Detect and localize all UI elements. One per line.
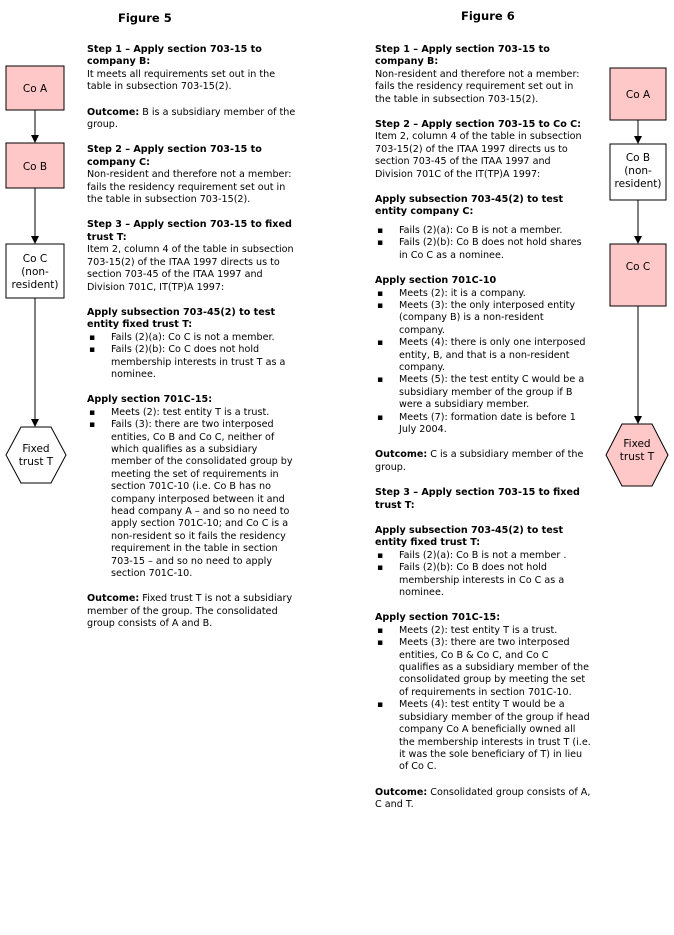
list-item: ▪ Meets (3): there are two interposed entities, Co B & Co C, and Co C qualifies as a subsidiary member of the consolidated group by meeting the set of requirements in section 701C-10. — [375, 637, 591, 699]
fig5-node-trust-line2: trust T — [18, 456, 54, 468]
list-item: ▪ Fails (2)(a): Co B is not a member. — [375, 225, 591, 237]
list-item: ▪ Fails (2)(b): Co B does not hold shares in Co C as a nominee. — [375, 237, 591, 262]
fig5-node-co-b-label: Co B — [22, 161, 48, 173]
fig5-apply-703-45-title: Apply subsection 703-45(2) to test entity fixed trust T: — [87, 306, 276, 331]
fig6-node-co-b-line3: resident) — [614, 178, 662, 190]
fig5-node-co-c-line3: resident) — [11, 279, 59, 291]
fig6-apply-701c-15-title: Apply section 701C-15: — [375, 612, 501, 624]
list-item: ▪ Fails (2)(a): Co B is not a member . — [375, 550, 591, 562]
fig6-step3-title: Step 3 – Apply section 703-15 to fixed trust T: — [375, 487, 580, 511]
list-item: ▪ Meets (4): there is only one interposed entity, B, and that is a non-resident company. — [375, 337, 591, 374]
fig6-node-trust-line2: trust T — [619, 451, 655, 463]
fig6-outcome-c — [375, 449, 591, 474]
list-item: ▪ Meets (2): test entity T is a trust. — [87, 407, 299, 419]
figure-6-title: Figure 6 — [461, 9, 515, 23]
fig5-step1-outcome — [87, 107, 299, 132]
fig6-node-trust-line1: Fixed — [623, 438, 651, 450]
fig6-outcome-final — [375, 787, 591, 812]
figure-6-diagram — [606, 68, 668, 486]
fig5-apply-701c-15-title: Apply section 701C-15: — [87, 394, 213, 406]
fig5-step2-title: Step 2 – Apply section 703-15 to company C: — [87, 144, 262, 168]
fig6-outcome-final-label: Outcome: — [375, 786, 428, 798]
figure-6-text — [375, 44, 591, 825]
fig5-outcome — [87, 593, 299, 630]
fig6-step2-text: Item 2, column 4 of the table in subsection 703-15(2) of the ITAA 1997 directs us to section 703-45 of the ITAA 1997 and Division 701C of the IT(TP)A 1997: — [375, 131, 582, 180]
fig6-node-co-b-line1: Co B — [625, 152, 651, 164]
fig5-outcome-label: Outcome: — [87, 593, 140, 605]
fig5-step3-text: Item 2, column 4 of the table in subsection 703-15(2) of the ITAA 1997 directs us to section 703-45 of the ITAA 1997 and Division 701C, IT(TP)A 1997: — [87, 244, 294, 293]
fig5-node-co-a-label: Co A — [22, 83, 48, 95]
list-item: ▪ Fails (3): there are two interposed entities, Co B and Co C, neither of which qualifies as a subsidiary member of the consolidated group by meeting the set of requirements in section 701C-10 (i.e. Co B has no company interposed between it and head company A – and so no need to apply section 701C-10; and Co C is a non-resident so it fails the residency requirement in the table in section 703-15 – and so no need to apply section 701C-10. — [87, 419, 299, 580]
fig6-apply-701c-10-title: Apply section 701C-10 — [375, 275, 497, 287]
fig6-node-co-c-label: Co C — [625, 261, 651, 273]
fig5-step3-title: Step 3 – Apply section 703-15 to fixed trust T: — [87, 219, 292, 243]
fig5-step1-outcome-label: Outcome: — [87, 106, 140, 118]
list-item: ▪ Fails (2)(b): Co C does not hold membership interests in trust T as a nominee. — [87, 344, 299, 381]
fig6-apply-703-45-c-list — [375, 225, 591, 262]
fig5-step1-title: Step 1 – Apply section 703-15 to company B: — [87, 44, 262, 68]
fig6-apply-703-45-t-list — [375, 550, 591, 600]
fig6-outcome-c-label: Outcome: — [375, 449, 428, 461]
fig6-apply-701c-15-list — [375, 625, 591, 774]
figure-5-title: Figure 5 — [118, 11, 172, 25]
list-item: ▪ Meets (7): formation date is before 1 July 2004. — [375, 412, 591, 437]
fig5-apply-701c-15-list — [87, 407, 299, 581]
list-item: ▪ Meets (3): the only interposed entity (company B) is a non-resident company. — [375, 300, 591, 337]
fig5-node-trust-line1: Fixed — [22, 443, 50, 455]
fig6-outcome-c-text: C is a subsidiary member of the group. — [375, 449, 584, 473]
fig6-apply-701c-10-list — [375, 288, 591, 437]
list-item: ▪ Meets (2): test entity T is a trust. — [375, 625, 591, 637]
list-item: ▪ Meets (5): the test entity C would be a subsidiary member of the group if B were a subsidiary member. — [375, 374, 591, 411]
fig5-apply-703-45-list — [87, 332, 299, 382]
list-item: ▪ Fails (2)(b): Co B does not hold membership interests in Co C as a nominee. — [375, 562, 591, 599]
fig6-node-co-a-label: Co A — [625, 89, 651, 101]
fig6-apply-703-45-t-title: Apply subsection 703-45(2) to test entity fixed trust T: — [375, 525, 564, 549]
fig6-apply-703-45-c-title: Apply subsection 703-45(2) to test entity company C: — [375, 194, 564, 218]
fig5-outcome-text: Fixed trust T is not a subsidiary member of the group. The consolidated group consists of A and B. — [87, 593, 293, 630]
fig6-step2-title: Step 2 – Apply section 703-15 to Co C: — [375, 119, 582, 131]
fig6-step1-text: Non-resident and therefore not a member: fails the residency requirement set out in the table in subsection 703-15(2). — [375, 68, 580, 105]
list-item: ▪ Meets (2): it is a company. — [375, 288, 591, 300]
fig5-node-co-c-line2: (non- — [21, 266, 49, 278]
fig5-step1-text: It meets all requirements set out in the table in subsection 703-15(2). — [87, 68, 276, 93]
fig6-outcome-final-text: Consolidated group consists of A, C and T. — [375, 786, 591, 811]
fig5-step1-outcome-text: B is a subsidiary member of the group. — [87, 106, 296, 131]
figure-5-diagram — [6, 66, 66, 483]
fig6-step1-title: Step 1 – Apply section 703-15 to company B: — [375, 44, 550, 68]
fig6-node-co-c — [610, 244, 666, 306]
fig5-step2-text: Non-resident and therefore not a member: fails the residency requirement set out in the table in subsection 703-15(2). — [87, 169, 292, 206]
figure-5-text — [87, 44, 299, 644]
list-item: ▪ Meets (4): test entity T would be a subsidiary member of the group if head company Co A beneficially owned all the membership interests in trust T (i.e. it was the sole beneficiary of T) in lieu of Co C. — [375, 699, 591, 773]
fig5-node-co-c-line1: Co C — [22, 253, 48, 265]
fig6-node-co-b-line2: (non- — [624, 165, 652, 177]
list-item: ▪ Fails (2)(a): Co C is not a member. — [87, 332, 299, 344]
fig5-node-fixed-trust — [6, 427, 66, 483]
